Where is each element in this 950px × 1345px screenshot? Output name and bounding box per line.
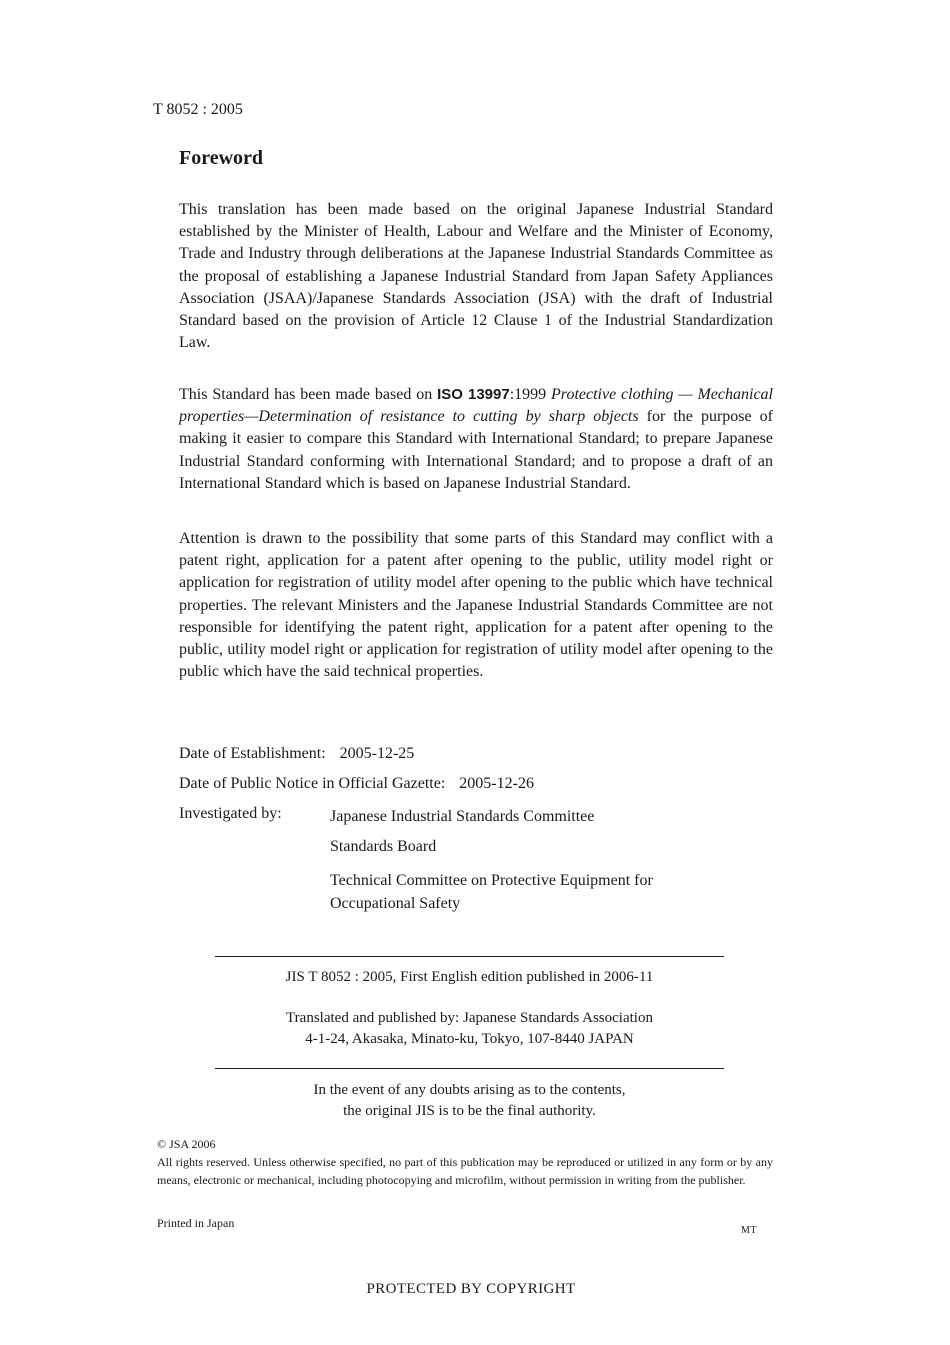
date-notice-row [179, 775, 534, 793]
date-notice-value: 2005-12-26 [459, 775, 534, 792]
printed-in: Printed in Japan [157, 1216, 235, 1230]
mt-mark: MT [741, 1225, 757, 1236]
iso-reference: ISO 13997 [437, 386, 510, 403]
paragraph-2-rest: for the purpose of making it easier to compare this Standard with International Standard; to prepare Japanese Industrial Standard conforming with International Standard; and to propose a draft of an International Standard which is based on Japanese Industrial Standard. [179, 408, 773, 492]
protected-by-copyright: PROTECTED BY COPYRIGHT [366, 1281, 576, 1297]
investigated-committee: Japanese Industrial Standards Committee [330, 808, 595, 825]
foreword-heading: Foreword [179, 147, 264, 169]
investigated-board: Standards Board [330, 838, 437, 855]
date-establishment-row [179, 745, 414, 763]
bottom-divider [215, 1068, 724, 1069]
copyright-notice: © JSA 2006 [157, 1137, 216, 1151]
authority-line-1: In the event of any doubts arising as to the contents, [313, 1082, 626, 1098]
date-notice-label: Date of Public Notice in Official Gazette: [179, 775, 446, 792]
foreword-paragraph-2 [179, 384, 773, 495]
edition-line: JIS T 8052 : 2005, First English edition published in 2006-11 [285, 969, 654, 985]
iso-year: :1999 [509, 386, 552, 403]
date-establishment-value: 2005-12-25 [339, 745, 415, 762]
address-line: 4-1-24, Akasaka, Minato-ku, Tokyo, 107-8440 JAPAN [305, 1031, 634, 1047]
date-establishment-label: Date of Establishment: [179, 745, 326, 762]
rights-reserved-text: All rights reserved. Unless otherwise specified, no part of this publication may be reproduced or utilized in any form or by any means, electronic or mechanical, including photocopying and microfilm, without permission in writing from the publisher. [157, 1155, 773, 1187]
foreword-paragraph-1: This translation has been made based on the original Japanese Industrial Standard established by the Minister of Health, Labour and Welfare and the Minister of Economy, Trade and Industry through deliberations at the Japanese Industrial Standards Committee as the proposal of establishing a Japanese Industrial Standard from Japan Safety Appliances Association (JSAA)/Japanese Standards Association (JSA) with the draft of Industrial Standard based on the provision of Article 12 Clause 1 of the Industrial Standardization Law. [179, 201, 773, 352]
iso-title: Protective clothing — Mechanical properties—Determination of resistance to cutting by sharp objects [179, 386, 774, 426]
publisher-line: Translated and published by: Japanese Standards Association [286, 1010, 653, 1026]
investigated-technical-committee: Technical Committee on Protective Equipment for Occupational Safety [330, 872, 653, 912]
authority-line-2: the original JIS is to be the final authority. [343, 1103, 596, 1119]
document-id: T 8052 : 2005 [153, 101, 243, 118]
paragraph-2-intro: This Standard has been made based on [179, 386, 438, 403]
investigated-by-label: Investigated by: [179, 805, 282, 822]
foreword-paragraph-3: Attention is drawn to the possibility that some parts of this Standard may conflict with a patent right, application for a patent after opening to the public, utility model right or application for registration of utility model after opening to the public which have technical properties. The relevant Ministers and the Japanese Industrial Standards Committee are not responsible for identifying the patent right, application for a patent after opening to the public, utility model right or application for registration of utility model after opening to the public which have the said technical properties. [179, 530, 773, 681]
top-divider [215, 956, 724, 957]
